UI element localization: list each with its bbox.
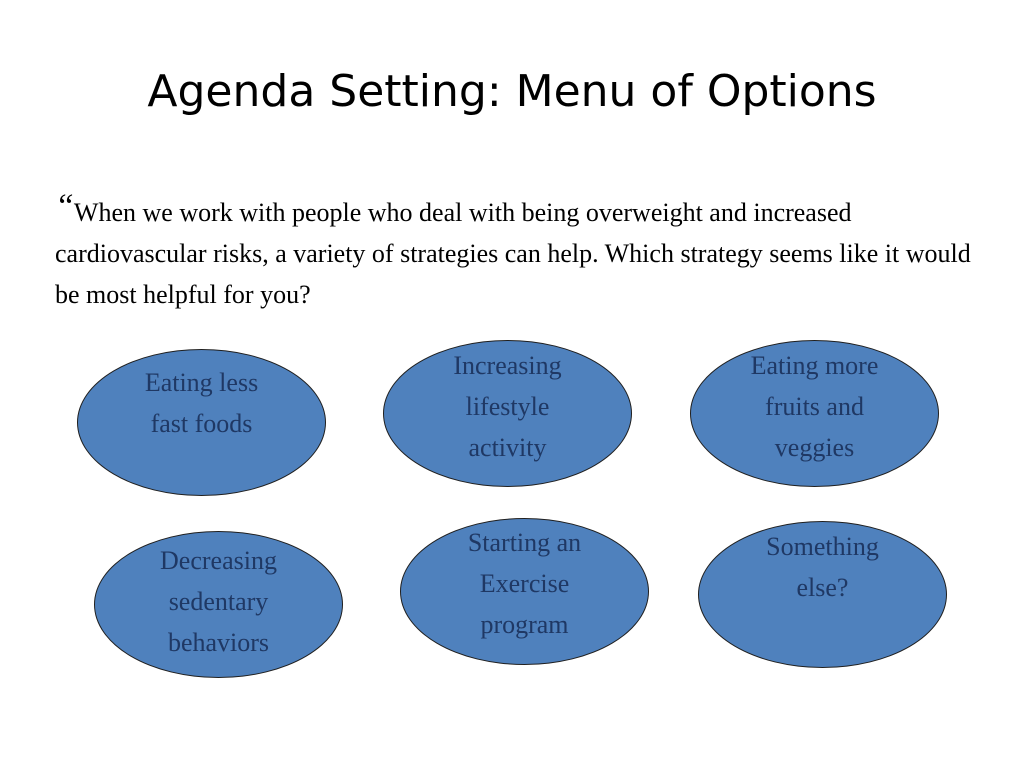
option-oval-eating-less-fast-foods bbox=[77, 349, 326, 496]
option-label: Eating less fast foods bbox=[144, 367, 259, 438]
slide-body bbox=[55, 186, 975, 315]
option-label: Increasing lifestyle activity bbox=[453, 350, 562, 462]
option-label: Starting an Exercise program bbox=[467, 528, 582, 639]
open-quote-mark: “ bbox=[55, 188, 74, 225]
option-oval-starting-exercise-program bbox=[400, 518, 649, 665]
option-label: Something else? bbox=[766, 532, 879, 602]
slide-title: Agenda Setting: Menu of Options bbox=[147, 66, 877, 117]
body-text: When we work with people who deal with being overweight and increased cardiovascular risks, a variety of strategies can help. Which strategy seems like it would be most helpful for you? bbox=[55, 198, 971, 309]
option-oval-decreasing-sedentary-behaviors bbox=[94, 531, 343, 678]
option-oval-increasing-lifestyle-activity bbox=[383, 340, 632, 487]
option-oval-something-else bbox=[698, 521, 947, 668]
option-oval-eating-more-fruits-veggies bbox=[690, 340, 939, 487]
option-label: Eating more fruits and veggies bbox=[750, 350, 879, 462]
option-label: Decreasing sedentary behaviors bbox=[160, 545, 277, 657]
